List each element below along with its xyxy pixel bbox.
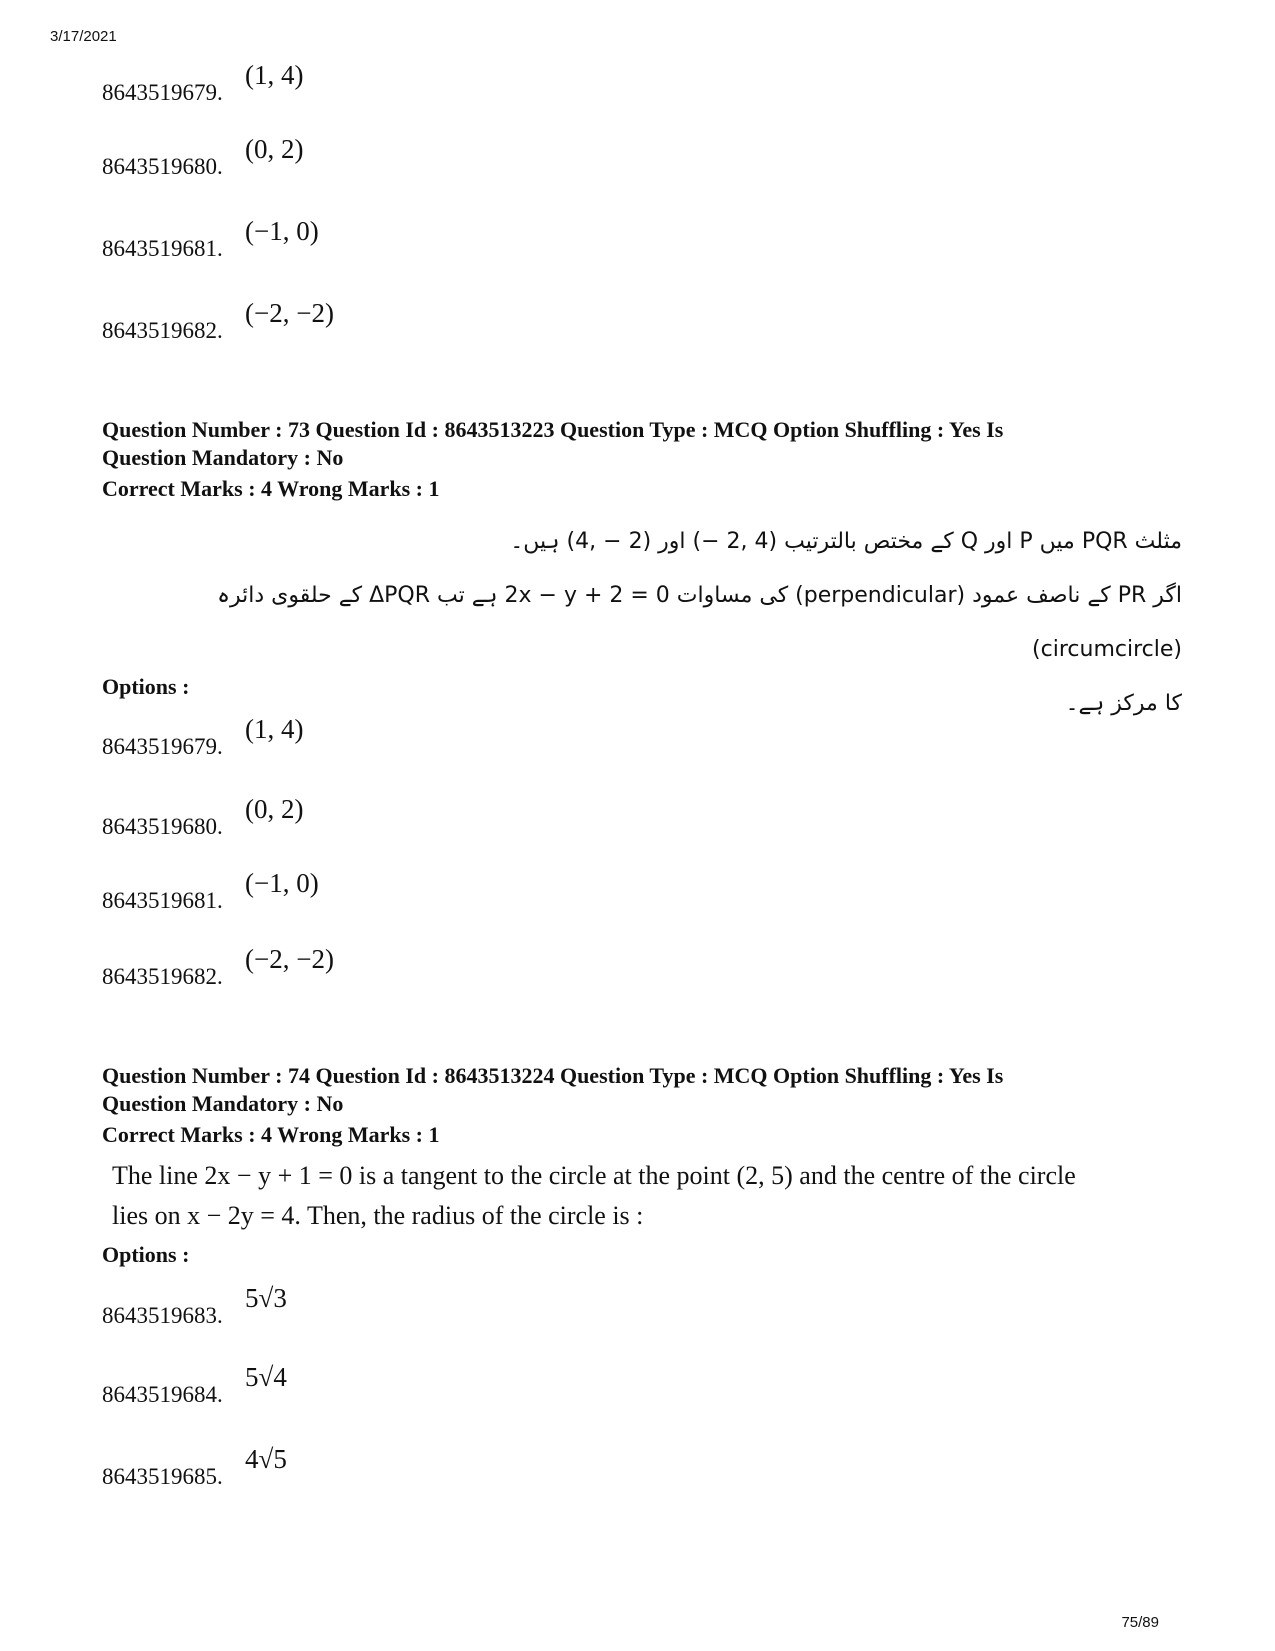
option-row — [102, 134, 304, 180]
option-row — [102, 216, 319, 262]
stem-line: مثلث PQR میں P اور Q کے مختص بالترتیب (4 ,2 −) اور (2 − ,4) ہیں۔ — [510, 529, 1182, 554]
option-row — [102, 1362, 287, 1408]
question-marks: Correct Marks : 4 Wrong Marks : 1 — [102, 476, 440, 501]
option-id: 8643519679. — [102, 80, 223, 105]
option-id: 8643519683. — [102, 1303, 223, 1328]
option-value: (1, 4) — [245, 60, 304, 90]
page-number: 75/89 — [1121, 1614, 1159, 1631]
option-row — [102, 298, 334, 344]
option-row — [102, 1444, 287, 1490]
options-label: Options : — [102, 1242, 190, 1267]
print-date: 3/17/2021 — [50, 28, 117, 45]
option-id: 8643519680. — [102, 814, 223, 839]
option-value: 5√3 — [245, 1283, 287, 1313]
options-label: Options : — [102, 674, 190, 699]
option-value: (−2, −2) — [245, 298, 334, 328]
option-id: 8643519681. — [102, 888, 223, 913]
option-row — [102, 60, 304, 106]
option-value: 5√4 — [245, 1362, 287, 1392]
question-mandatory: Question Mandatory : No — [102, 1091, 344, 1116]
stem-line: کا مرکز ہے۔ — [1065, 691, 1182, 716]
option-id: 8643519679. — [102, 734, 223, 759]
option-row — [102, 944, 334, 990]
question-74-stem — [112, 1156, 1192, 1236]
question-meta: Question Number : 74 Question Id : 8643513224 Question Type : MCQ Option Shuffling : Yes Is — [102, 1063, 1004, 1088]
option-row — [102, 1283, 287, 1329]
option-id: 8643519680. — [102, 154, 223, 179]
option-value: (−1, 0) — [245, 216, 319, 246]
stem-line: اگر PR کے ناصف عمود (perpendicular) کی مساوات 2x − y + 2 = 0 ہے تب ΔPQR کے حلقوی دائرہ (circumcircle) — [217, 583, 1182, 662]
stem-line: lies on x − 2y = 4. Then, the radius of the circle is : — [112, 1201, 644, 1230]
option-id: 8643519681. — [102, 236, 223, 261]
option-value: 4√5 — [245, 1444, 287, 1474]
question-74-header — [102, 1062, 1182, 1118]
option-row — [102, 868, 319, 914]
option-id: 8643519682. — [102, 964, 223, 989]
option-value: (−2, −2) — [245, 944, 334, 974]
question-marks: Correct Marks : 4 Wrong Marks : 1 — [102, 1122, 440, 1147]
option-row — [102, 714, 304, 760]
option-id: 8643519682. — [102, 318, 223, 343]
question-meta: Question Number : 73 Question Id : 8643513223 Question Type : MCQ Option Shuffling : Yes Is — [102, 417, 1004, 442]
option-value: (1, 4) — [245, 714, 304, 744]
option-value: (0, 2) — [245, 134, 304, 164]
option-id: 8643519684. — [102, 1382, 223, 1407]
option-value: (0, 2) — [245, 794, 304, 824]
question-mandatory: Question Mandatory : No — [102, 445, 344, 470]
stem-line: The line 2x − y + 1 = 0 is a tangent to the circle at the point (2, 5) and the centre of the circle — [112, 1161, 1076, 1190]
option-row — [102, 794, 304, 840]
question-73-stem — [102, 515, 1182, 731]
option-id: 8643519685. — [102, 1464, 223, 1489]
option-value: (−1, 0) — [245, 868, 319, 898]
question-73-header — [102, 416, 1182, 472]
